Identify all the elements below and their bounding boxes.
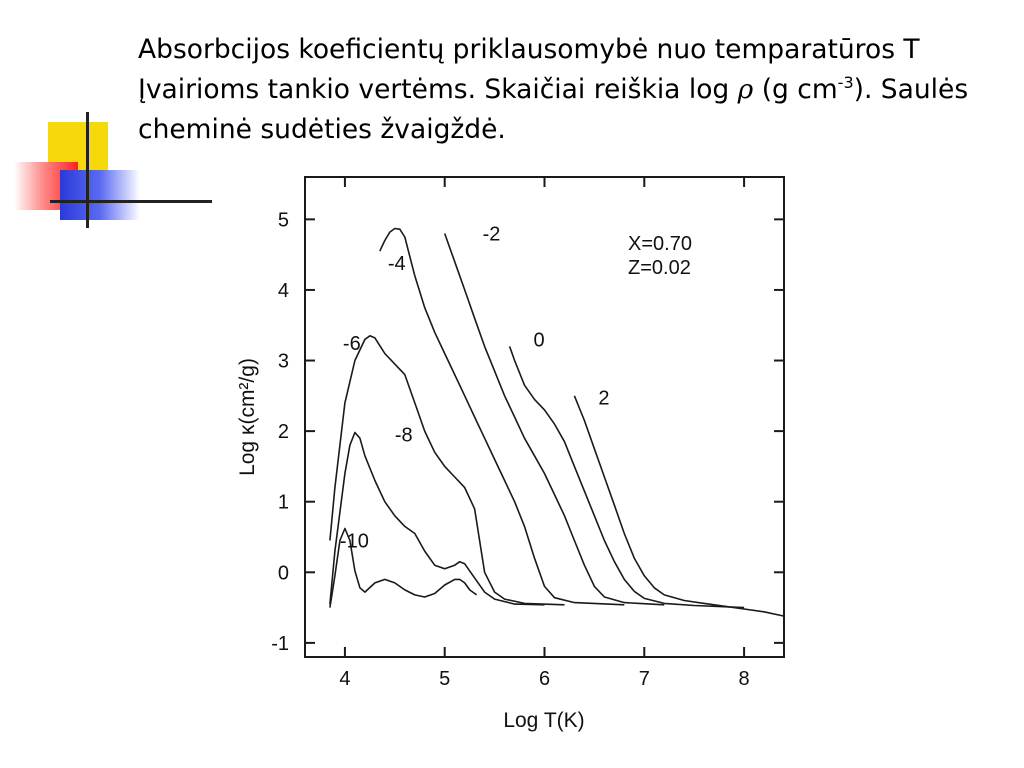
series-label--4: -4 [387,253,406,276]
x-tick-label: 7 [638,668,650,690]
title-text-part2: (g cm [753,74,838,105]
series-line--8 [330,433,545,605]
series-label--2: -2 [482,223,501,246]
axis-ticks [271,177,784,690]
y-tick-label: 5 [277,209,289,232]
annotation-z: Z=0.02 [628,257,691,279]
x-tick-label: 5 [439,668,451,690]
y-tick-label: 2 [277,421,289,444]
title-rho-symbol: ρ [737,74,754,105]
title-text-part1: Absorbcijos koeficientų priklausomybė nuo temparatūros T Įvairioms tankio vertėms. Skaičiai reiškia log [138,34,920,105]
series-label--6: -6 [342,332,361,355]
annotation-x: X=0.70 [628,233,692,255]
series-line--4 [380,229,625,605]
title-text-part3: ). Saulės cheminė sudėties žvaigždė. [138,74,969,145]
series-line-0 [510,346,744,607]
curve-labels [340,224,610,553]
y-tick-label: 0 [277,562,289,585]
x-tick-label: 6 [538,668,551,690]
y-axis-label: Log κ(cm²/g) [236,358,259,476]
series-line--6 [330,336,565,605]
y-tick-label: 3 [277,350,289,373]
title-superscript: -3 [837,73,854,93]
x-axis-label: Log T(K) [503,709,585,732]
y-tick-label: 1 [277,491,289,514]
series-line-2 [574,396,784,616]
series-label--10: -10 [339,530,369,553]
series-label-2: 2 [598,387,610,410]
series-label-0: 0 [533,329,545,352]
series-label--8: -8 [394,424,413,447]
x-tick-label: 8 [738,668,750,690]
y-tick-label: -1 [271,632,289,655]
y-tick-label: 4 [277,279,289,302]
curves [330,229,784,617]
x-tick-label: 4 [339,668,351,690]
